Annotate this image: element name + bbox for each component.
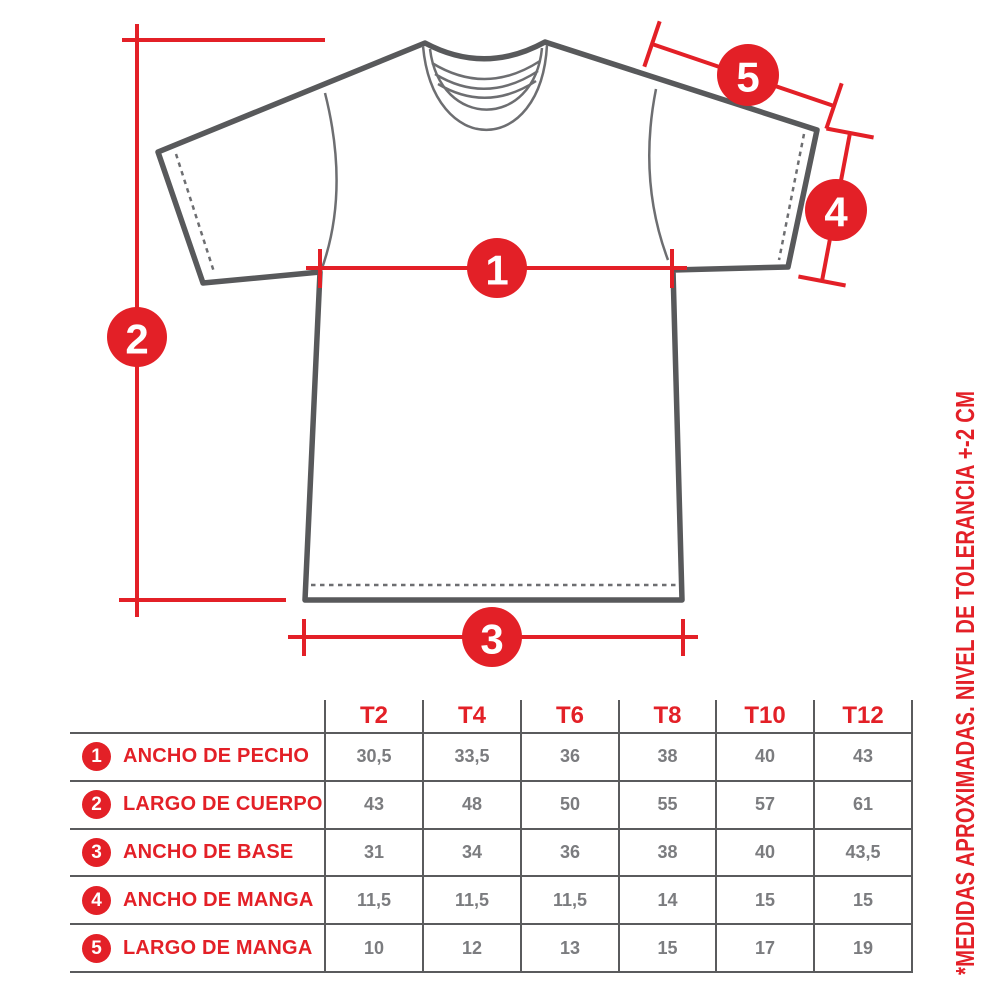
size-value-cell: 15	[619, 924, 716, 972]
size-value-cell: 43	[325, 781, 423, 829]
row-number-badge: 4	[82, 886, 111, 915]
size-value-cell: 43,5	[814, 829, 912, 877]
size-value-cell: 36	[521, 829, 619, 877]
size-value-cell: 48	[423, 781, 521, 829]
size-value-cell: 38	[619, 733, 716, 781]
size-col-header-t2: T2	[325, 700, 423, 733]
size-col-header-t6: T6	[521, 700, 619, 733]
row-label: ANCHO DE PECHO	[123, 745, 310, 768]
row-label-cell	[70, 876, 325, 924]
row-label: LARGO DE MANGA	[123, 936, 313, 959]
row-label-cell	[70, 924, 325, 972]
size-value-cell: 43	[814, 733, 912, 781]
svg-text:1: 1	[485, 246, 509, 294]
row-label: ANCHO DE BASE	[123, 840, 294, 863]
svg-text:4: 4	[824, 188, 848, 236]
size-value-cell: 40	[716, 829, 814, 877]
row-label: LARGO DE CUERPO	[123, 793, 323, 816]
row-label-cell	[70, 829, 325, 877]
svg-text:3: 3	[480, 615, 504, 663]
size-value-cell: 33,5	[423, 733, 521, 781]
row-number-badge: 5	[82, 934, 111, 963]
size-value-cell: 38	[619, 829, 716, 877]
size-value-cell: 19	[814, 924, 912, 972]
row-number-badge: 2	[82, 790, 111, 819]
table-row-ancho-de-base	[70, 829, 912, 877]
size-value-cell: 15	[814, 876, 912, 924]
size-value-cell: 12	[423, 924, 521, 972]
svg-text:5: 5	[736, 53, 760, 101]
size-value-cell: 55	[619, 781, 716, 829]
size-table	[70, 700, 913, 973]
header-empty-cell	[70, 700, 325, 733]
size-col-header-t12: T12	[814, 700, 912, 733]
marker-circle-2	[107, 307, 167, 367]
size-value-cell: 15	[716, 876, 814, 924]
size-value-cell: 11,5	[325, 876, 423, 924]
table-row-ancho-de-manga	[70, 876, 912, 924]
table-row-ancho-de-pecho	[70, 733, 912, 781]
size-col-header-t4: T4	[423, 700, 521, 733]
size-table-header-row	[70, 700, 912, 733]
marker-circle-5	[717, 44, 779, 106]
size-value-cell: 31	[325, 829, 423, 877]
table-row-largo-de-cuerpo	[70, 781, 912, 829]
size-value-cell: 36	[521, 733, 619, 781]
row-label: ANCHO DE MANGA	[123, 888, 314, 911]
size-value-cell: 17	[716, 924, 814, 972]
size-value-cell: 40	[716, 733, 814, 781]
tshirt-outline	[158, 42, 817, 600]
tolerance-note: *MEDIDAS APROXIMADAS. NIVEL DE TOLERANCIA +-2 CM	[950, 390, 980, 975]
marker-circle-3	[462, 607, 522, 667]
row-number-badge: 1	[82, 742, 111, 771]
size-value-cell: 11,5	[423, 876, 521, 924]
size-value-cell: 61	[814, 781, 912, 829]
size-value-cell: 30,5	[325, 733, 423, 781]
size-value-cell: 10	[325, 924, 423, 972]
size-value-cell: 13	[521, 924, 619, 972]
marker-circle-1	[467, 238, 527, 298]
size-value-cell: 50	[521, 781, 619, 829]
row-label-cell	[70, 733, 325, 781]
row-number-badge: 3	[82, 838, 111, 867]
size-value-cell: 14	[619, 876, 716, 924]
size-value-cell: 11,5	[521, 876, 619, 924]
size-col-header-t8: T8	[619, 700, 716, 733]
size-col-header-t10: T10	[716, 700, 814, 733]
size-value-cell: 57	[716, 781, 814, 829]
row-label-cell	[70, 781, 325, 829]
marker-circle-4	[805, 179, 867, 241]
size-value-cell: 34	[423, 829, 521, 877]
table-row-largo-de-manga	[70, 924, 912, 972]
svg-text:2: 2	[125, 315, 149, 363]
